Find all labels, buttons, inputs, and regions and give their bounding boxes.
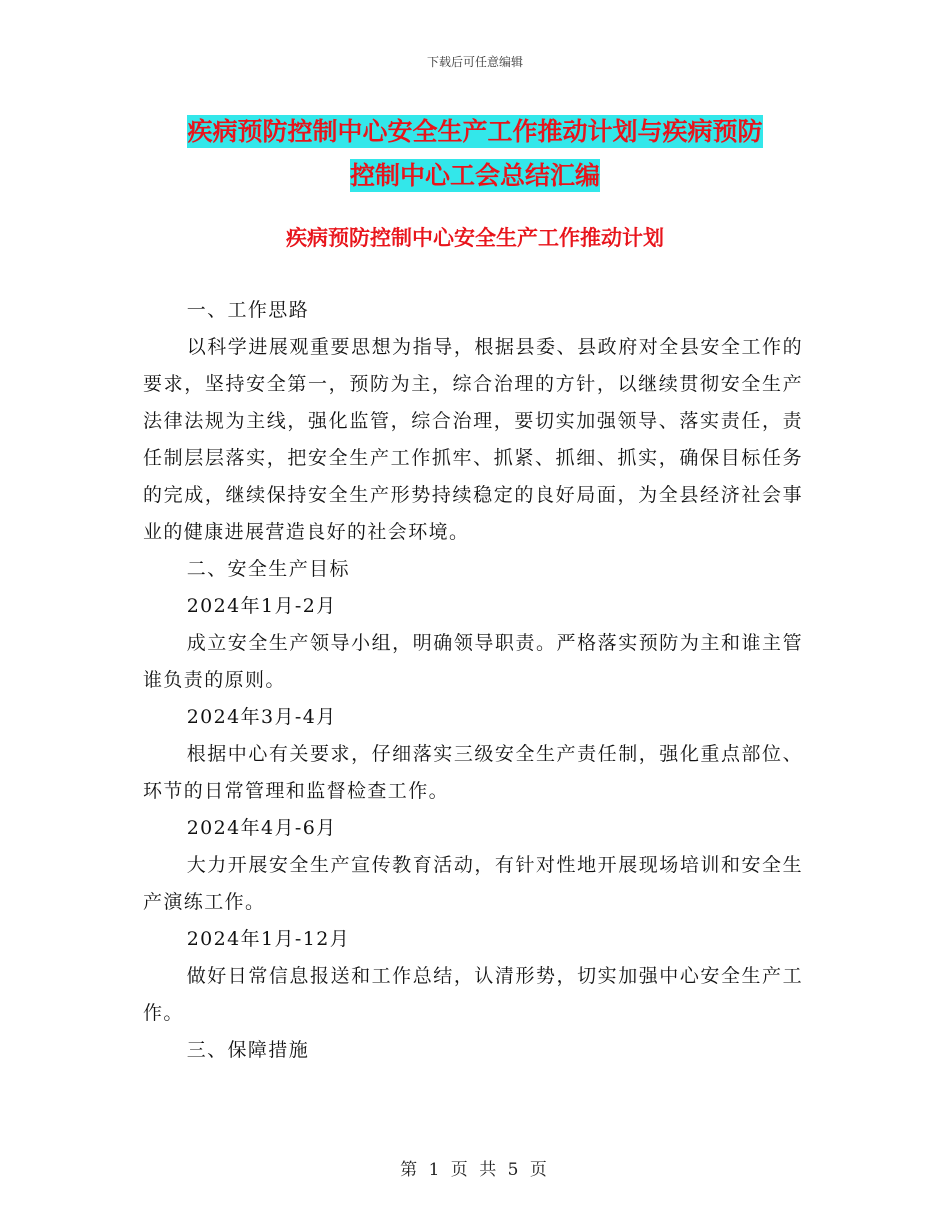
document-body <box>143 292 803 1069</box>
period-label: 2024年1月-12月 <box>186 928 351 950</box>
period-paragraph: 大力开展安全生产宣传教育活动，有针对性地开展现场培训和安全生产演练工作。 <box>143 854 803 913</box>
period-paragraph: 根据中心有关要求，仔细落实三级安全生产责任制，强化重点部位、环节的日常管理和监督检查工作。 <box>143 743 803 802</box>
period-paragraph: 做好日常信息报送和工作总结，认清形势，切实加强中心安全生产工作。 <box>143 965 803 1024</box>
header-note: 下载后可任意编辑 <box>426 55 523 69</box>
period-label: 2024年4月-6月 <box>186 817 337 839</box>
document-title <box>140 110 810 198</box>
heading-safety-goals: 二、安全生产目标 <box>186 558 350 580</box>
document-title-line-1: 疾病预防控制中心安全生产工作推动计划与疾病预防 <box>187 117 763 146</box>
heading-work-approach: 一、工作思路 <box>186 299 310 321</box>
document-title-line-2: 控制中心工会总结汇编 <box>349 161 600 190</box>
period-label: 2024年1月-2月 <box>186 595 337 617</box>
section-title: 疾病预防控制中心安全生产工作推动计划 <box>286 226 664 250</box>
paragraph-work-approach: 以科学进展观重要思想为指导，根据县委、县政府对全县安全工作的要求，坚持安全第一，预防为主，综合治理的方针，以继续贯彻安全生产法律法规为主线，强化监管，综合治理，要切实加强领导、落实责任，责任制层层落实，把安全生产工作抓牢、抓紧、抓细、抓实，确保目标任务的完成，继续保持安全生产形势持续稳定的良好局面，为全县经济社会事业的健康进展营造良好的社会环境。 <box>143 336 803 543</box>
page-number: 第 1 页 共 5 页 <box>400 1160 550 1180</box>
heading-safeguards: 三、保障措施 <box>186 1039 310 1061</box>
period-label: 2024年3月-4月 <box>186 706 337 728</box>
period-paragraph: 成立安全生产领导小组，明确领导职责。严格落实预防为主和谁主管谁负责的原则。 <box>143 632 803 691</box>
